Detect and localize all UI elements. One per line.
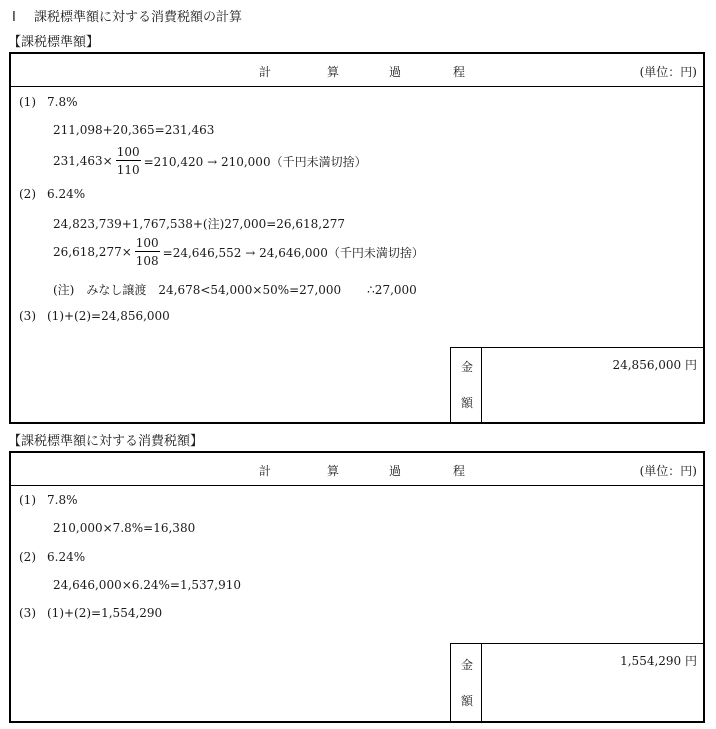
header-char-4: 程 <box>453 65 466 79</box>
calc-line-4 <box>19 187 85 201</box>
calc-line-5 <box>19 606 162 620</box>
item-number: (1) <box>19 95 36 109</box>
amount-label-char-1: 金 <box>461 360 474 374</box>
note-text: (注) みなし譲渡 24,678<54,000×50%=27,000 <box>53 283 342 297</box>
header-char-3: 過 <box>389 65 402 79</box>
calc-line-7 <box>53 281 417 298</box>
item-number: (1) <box>19 493 36 507</box>
fraction-denominator: 110 <box>116 163 140 177</box>
rate-text: 7.8% <box>47 95 78 109</box>
calc-line-6 <box>53 237 424 267</box>
amount-box <box>450 643 703 721</box>
amount-label <box>451 348 482 422</box>
amount-value: 1,554,290 円 <box>620 654 697 668</box>
calc-line-4: 24,646,000×6.24%=1,537,910 <box>53 578 242 592</box>
amount-value: 24,856,000 円 <box>612 358 697 372</box>
unit-label: (単位：円) <box>639 464 697 478</box>
calc-line-1 <box>19 95 78 109</box>
calc-prefix: 26,618,277× <box>53 245 132 259</box>
consumption-tax-calculation-box <box>9 451 705 723</box>
fraction <box>135 237 160 267</box>
tax-base-calculation-box <box>9 52 705 424</box>
section-title-tax-base: 【課税標準額】 <box>8 35 100 50</box>
page-heading <box>12 6 242 25</box>
calc-line-3 <box>19 550 85 564</box>
header-char-3: 過 <box>389 464 402 478</box>
amount-label-char-1: 金 <box>461 658 474 672</box>
amount-label <box>451 644 482 721</box>
item-number: (2) <box>19 187 36 201</box>
amount-label-char-2: 額 <box>461 694 474 708</box>
item-number: (2) <box>19 550 36 564</box>
heading-text: 課税標準額に対する消費税額の計算 <box>34 10 243 25</box>
fraction-numerator: 100 <box>135 236 159 250</box>
unit-label: (単位：円) <box>639 65 697 79</box>
amount-label-char-2: 額 <box>461 396 474 410</box>
calculation-header <box>11 54 703 87</box>
header-char-2: 算 <box>327 65 340 79</box>
rate-text: 6.24% <box>47 550 86 564</box>
sum-text: (1)+(2)=24,856,000 <box>47 309 170 323</box>
calc-suffix: =210,420 → 210,000（千円未満切捨） <box>143 154 367 169</box>
fraction-numerator: 100 <box>116 145 140 159</box>
calculation-header <box>11 453 703 486</box>
calc-line-2: 211,098+20,365=231,463 <box>53 123 215 137</box>
amount-box <box>450 347 703 422</box>
calc-suffix: =24,646,552 → 24,646,000（千円未満切捨） <box>162 245 424 260</box>
item-number: (3) <box>19 606 36 620</box>
rate-text: 7.8% <box>47 493 78 507</box>
section-title-consumption-tax: 【課税標準額に対する消費税額】 <box>8 434 204 449</box>
rate-text: 6.24% <box>47 187 86 201</box>
note-result: ∴27,000 <box>367 282 417 297</box>
calc-line-1 <box>19 493 78 507</box>
calc-line-2: 210,000×7.8%=16,380 <box>53 521 196 535</box>
calc-prefix: 231,463× <box>53 154 113 168</box>
item-number: (3) <box>19 309 36 323</box>
calc-line-5: 24,823,739+1,767,538+(注)27,000=26,618,277 <box>53 217 346 231</box>
fraction-denominator: 108 <box>135 254 159 268</box>
calc-line-3 <box>53 146 367 176</box>
heading-roman-numeral: Ⅰ <box>12 10 16 25</box>
sum-text: (1)+(2)=1,554,290 <box>47 606 163 620</box>
header-char-4: 程 <box>453 464 466 478</box>
header-char-2: 算 <box>327 464 340 478</box>
header-char-1: 計 <box>259 65 272 79</box>
fraction <box>116 146 141 176</box>
calc-line-8 <box>19 309 170 323</box>
header-char-1: 計 <box>259 464 272 478</box>
